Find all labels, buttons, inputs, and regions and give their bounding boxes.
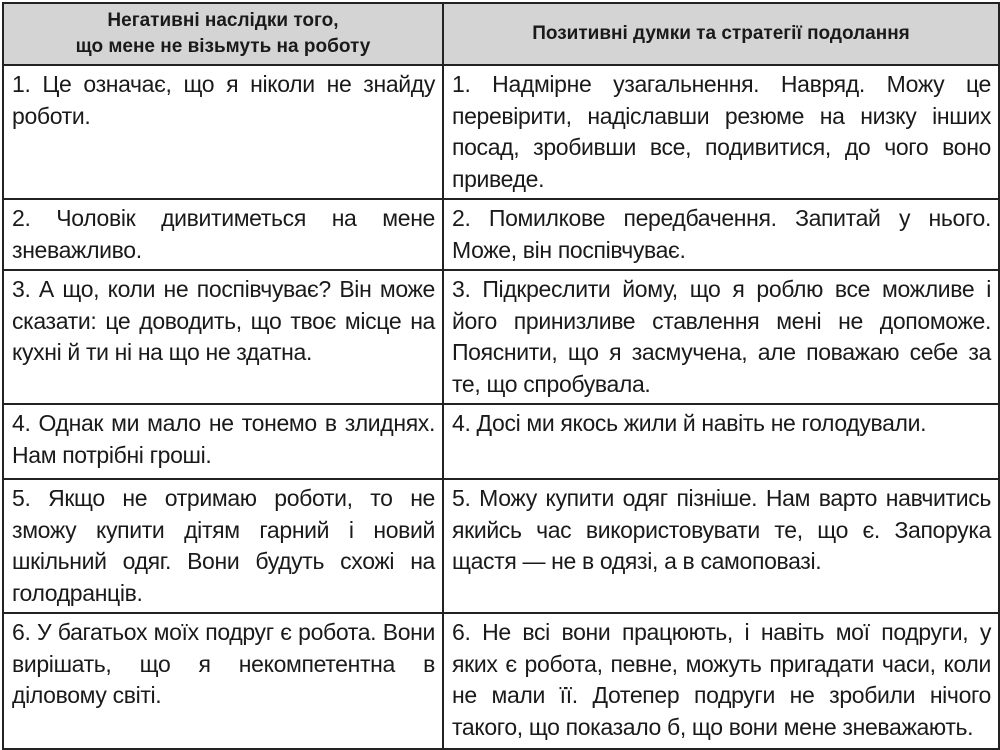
negative-text: 6. У багатьох моїх подруг є робота. Вони вирішать, що я некомпетентна в діловому світі. (12, 619, 435, 708)
negative-text: 5. Якщо не отримаю роботи, то не зможу купити дітям гарний і новий шкільний одяг. Вони будуть схожі на голодранців. (12, 485, 435, 606)
table-row (3, 270, 999, 404)
header-row (3, 3, 999, 65)
negative-text: 3. А що, коли не поспівчуває? Він може сказати: це доводить, що твоє місце на кухні й ти ні на що не здатна. (12, 276, 435, 365)
negative-cell (3, 65, 443, 199)
positive-text: 2. Помилкове передбачення. Запитай у нього. Може, він поспівчуває. (452, 205, 991, 263)
positive-cell (443, 199, 999, 270)
positive-text: 5. Можу купити одяг пізніше. Нам варто навчитись якийсь час використовувати те, що є. Запорука щастя — не в одязі, а в самоповазі. (452, 485, 991, 574)
table-row (3, 479, 999, 613)
header-negative (3, 3, 443, 65)
table-row (3, 404, 999, 479)
header-negative-text: Негативні наслідки того, що мене не візьмуть на роботу (75, 10, 371, 57)
table-row (3, 199, 999, 270)
positive-cell (443, 404, 999, 479)
negative-text: 1. Це означає, що я ніколи не знайду роботи. (12, 71, 435, 129)
negative-cell (3, 199, 443, 270)
header-positive (443, 3, 999, 65)
negative-cell (3, 479, 443, 613)
negative-cell (3, 404, 443, 479)
positive-cell (443, 65, 999, 199)
positive-text: 1. Надмірне узагальнення. Навряд. Можу це перевірити, надіславши резюме на низку інших посад, зробивши все, подивитися, до чого воно приведе. (452, 71, 991, 192)
negative-cell (3, 613, 443, 749)
negative-cell (3, 270, 443, 404)
positive-cell (443, 479, 999, 613)
positive-cell (443, 270, 999, 404)
negative-text: 2. Чоловік дивитиметься на мене зневажливо. (12, 205, 435, 263)
table-row (3, 613, 999, 749)
header-positive-text: Позитивні думки та стратегії подолання (532, 23, 910, 44)
coping-strategies-table (2, 2, 1000, 750)
negative-text: 4. Однак ми мало не тонемо в злиднях. Нам потрібні гроші. (12, 410, 435, 468)
positive-text: 4. Досі ми якось жили й навіть не голодували. (452, 410, 927, 436)
positive-text: 3. Підкреслити йому, що я роблю все можливе і його принизливе ставлення мені не допоможе. Пояснити, що я засмучена, але поважаю себе за те, що спробувала. (452, 276, 991, 397)
table-row (3, 65, 999, 199)
positive-text: 6. Не всі вони працюють, і навіть мої подруги, у яких є робота, певне, можуть пригадати часи, коли не мали її. Дотепер подруги не зробили нічого такого, що показало б, що вони мене зневажають. (452, 619, 991, 740)
positive-cell (443, 613, 999, 749)
